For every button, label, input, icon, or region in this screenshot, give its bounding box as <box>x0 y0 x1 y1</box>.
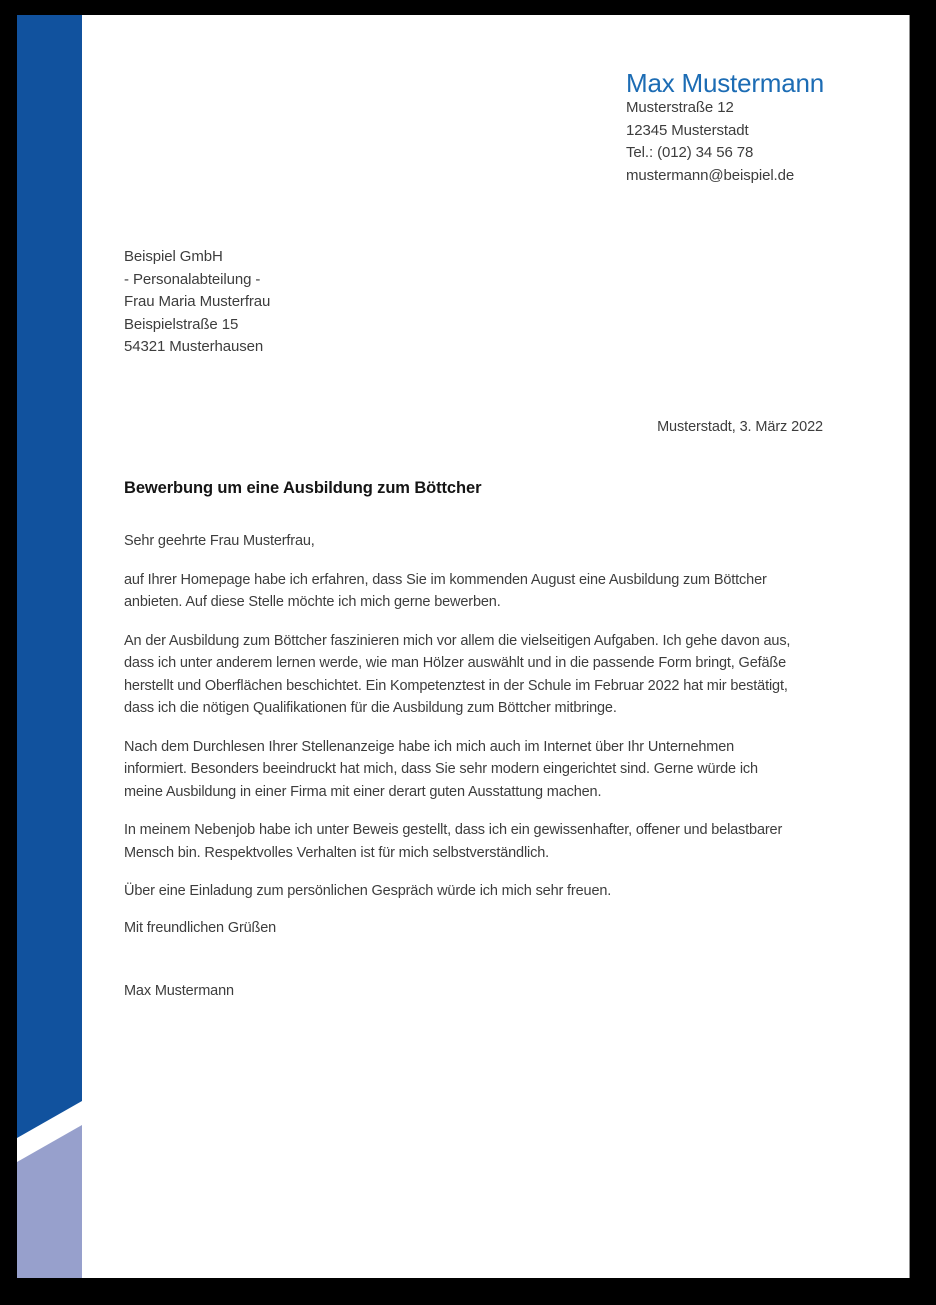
sender-block <box>626 68 825 188</box>
sender-name: Max Mustermann <box>626 68 825 98</box>
recipient-department: - Personalabteilung - <box>124 270 261 288</box>
paragraph-1-line-1: auf Ihrer Homepage habe ich erfahren, dass Sie im kommenden August eine Ausbildung zum Böttcher <box>124 571 767 588</box>
salutation-text: Sehr geehrte Frau Musterfrau, <box>124 533 315 549</box>
recipient-company: Beispiel GmbH <box>124 248 223 265</box>
signature-name <box>124 980 844 1003</box>
closing-text: Mit freundlichen Grüßen <box>124 920 277 936</box>
letter-body <box>124 530 844 1002</box>
recipient-city: 54321 Musterhausen <box>124 338 264 356</box>
paragraph-3-line-2: informiert. Besonders beeindruckt hat mich, dass Sie sehr modern eingerichtet sind. Gerne würde ich <box>124 761 758 777</box>
paragraph-2-line-4: dass ich die nötigen Qualifikationen für die Ausbildung zum Böttcher mitbringe. <box>124 700 617 716</box>
paragraph-4-line-2: Mensch bin. Respektvolles Verhalten ist für mich selbstverständlich. <box>124 844 549 861</box>
paragraph-2-line-1: An der Ausbildung zum Böttcher faszinieren mich vor allem die vielseitigen Aufgaben. Ich gehe davon aus, <box>124 632 791 649</box>
paragraph-1-line-2: anbieten. Auf diese Stelle möchte ich mich gerne bewerben. <box>124 594 501 610</box>
paragraph-2-line-3: herstellt und Oberflächen beschichtet. Ein Kompetenztest in der Schule im Februar 2022 hat mir bestätigt, <box>124 677 788 694</box>
sender-city: 12345 Musterstadt <box>626 121 749 139</box>
recipient-contact: Frau Maria Musterfrau <box>124 293 271 311</box>
letter-page <box>17 15 910 1278</box>
closing-line <box>124 917 844 940</box>
paragraph-4-line-1: In meinem Nebenjob habe ich unter Beweis gestellt, dass ich ein gewissenhafter, offener und belastbarer <box>124 822 783 838</box>
sender-street: Musterstraße 12 <box>626 99 734 116</box>
left-accent-stripe-light <box>17 1125 82 1278</box>
paragraph-2-line-2: dass ich unter anderem lernen werde, wie man Hölzer auswählt und in die passende Form bringt, Gefäße <box>124 655 787 671</box>
signature-text: Max Mustermann <box>124 982 234 999</box>
recipient-street: Beispielstraße 15 <box>124 315 239 333</box>
recipient-block <box>124 246 270 359</box>
date-line: Musterstadt, 3. März 2022 <box>657 419 823 435</box>
paragraph-5-line-1: Über eine Einladung zum persönlichen Gespräch würde ich mich sehr freuen. <box>124 883 612 899</box>
paragraph-3-line-1: Nach dem Durchlesen Ihrer Stellenanzeige habe ich mich auch im Internet über Ihr Unternehmen <box>124 738 735 755</box>
sender-email: mustermann@beispiel.de <box>626 167 795 185</box>
paragraph-3-line-3: meine Ausbildung in einer Firma mit einer derart guten Ausstattung machen. <box>124 783 602 800</box>
subject-line: Bewerbung um eine Ausbildung zum Böttcher <box>124 479 482 497</box>
sender-phone: Tel.: (012) 34 56 78 <box>626 144 754 162</box>
sender-address <box>626 97 824 188</box>
salutation <box>124 530 844 553</box>
left-accent-stripe-dark <box>17 15 82 1138</box>
